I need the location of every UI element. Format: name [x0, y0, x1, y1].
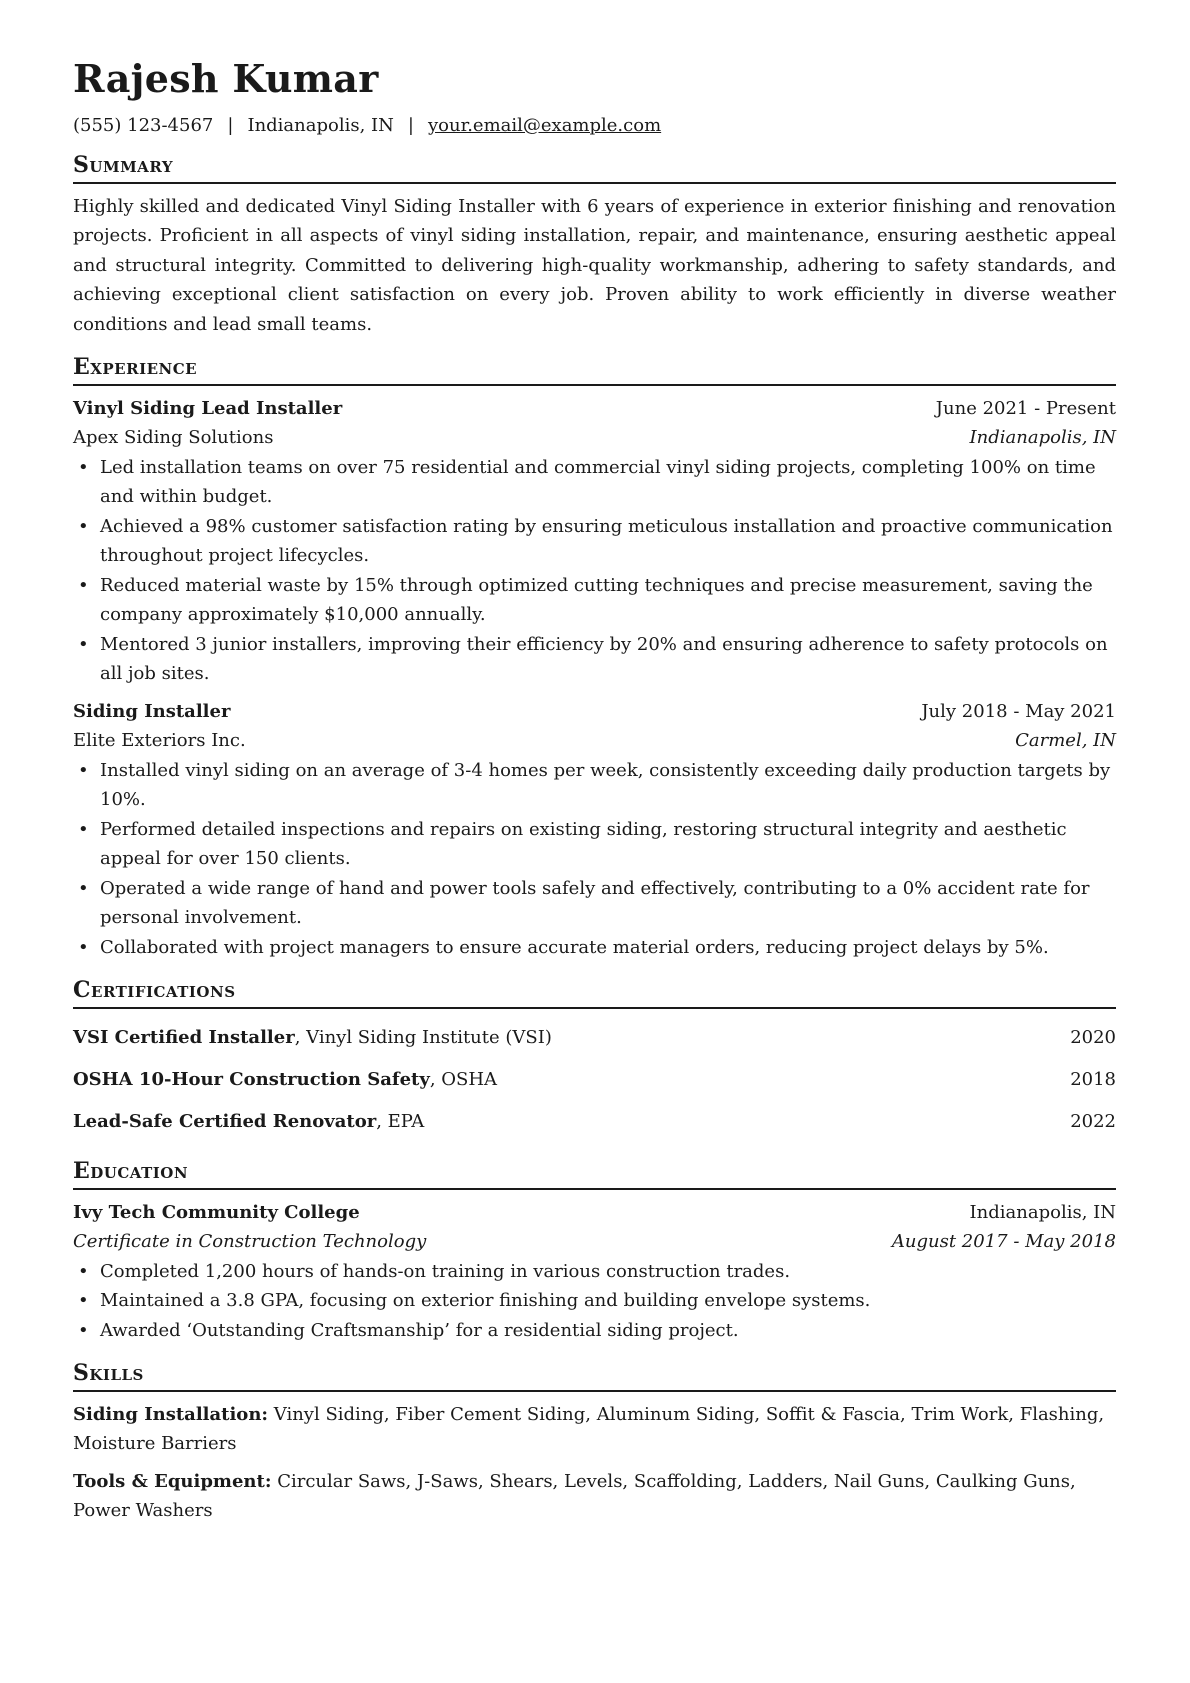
list-item: • Mentored 3 junior installers, improving their efficiency by 20% and ensuring adherence to safety protocols on all job sites.: [100, 630, 1116, 689]
certifications-section: [73, 976, 1116, 1143]
job-role: Siding Installer: [73, 700, 231, 722]
job-role: Vinyl Siding Lead Installer: [73, 397, 343, 419]
school-name: Ivy Tech Community College: [73, 1201, 360, 1223]
skill-group-label: Siding Installation:: [73, 1403, 269, 1425]
certification-row: [73, 1101, 1116, 1143]
list-item: • Collaborated with project managers to ensure accurate material orders, reducing project delays by 5%.: [100, 933, 1116, 963]
section-title-certifications: Certifications: [73, 976, 1116, 1009]
list-item: • Completed 1,200 hours of hands-on training in various construction trades.: [100, 1257, 1116, 1287]
job-location: Carmel, IN: [1015, 730, 1116, 752]
education-section: [73, 1157, 1116, 1345]
list-item: • Awarded ‘Outstanding Craftsmanship’ for a residential siding project.: [100, 1316, 1116, 1346]
certification-issuer: , OSHA: [429, 1068, 498, 1090]
email-link[interactable]: your.email@example.com: [427, 114, 662, 136]
section-title-skills: Skills: [73, 1359, 1116, 1392]
certification-issuer: , EPA: [376, 1110, 425, 1132]
job-location: Indianapolis, IN: [969, 427, 1116, 449]
job-subheader: [73, 423, 1116, 453]
education-header: [73, 1198, 1116, 1228]
job-entry: [73, 394, 1116, 689]
certification-name: Lead-Safe Certified Renovator: [73, 1110, 377, 1132]
certification-issuer: , Vinyl Siding Institute (VSI): [294, 1026, 552, 1048]
separator: |: [227, 114, 234, 136]
job-bullets: [73, 453, 1116, 689]
certification-year: 2022: [1070, 1110, 1116, 1132]
certification-row: [73, 1059, 1116, 1101]
skill-group: [73, 1467, 1116, 1526]
degree-name: Certificate in Construction Technology: [73, 1231, 427, 1253]
location-text: Indianapolis, IN: [247, 114, 394, 136]
skill-group-label: Tools & Equipment:: [73, 1470, 272, 1492]
list-item: • Installed vinyl siding on an average of 3-4 homes per week, consistently exceeding daily production targets by 10%.: [100, 756, 1116, 815]
summary-section: [73, 151, 1116, 339]
skill-group-items: Circular Saws, J-Saws, Shears, Levels, Scaffolding, Ladders, Nail Guns, Caulking Guns, Power Washers: [73, 1470, 1076, 1522]
job-header: [73, 697, 1116, 727]
section-title-experience: Experience: [73, 353, 1116, 386]
summary-text: Highly skilled and dedicated Vinyl Siding Installer with 6 years of experience in exterior finishing and renovation projects. Proficient in all aspects of vinyl siding installation, repair, and maintenance, ensuring aesthetic appeal and structural integrity. Committed to delivering high-quality workmanship, adhering to safety standards, and achieving exceptional client satisfaction on every job. Proven ability to work efficiently in diverse weather conditions and lead small teams.: [73, 195, 1116, 335]
certification-name: OSHA 10-Hour Construction Safety: [73, 1068, 430, 1090]
job-dates: June 2021 - Present: [935, 397, 1116, 419]
contact-line: [73, 114, 1116, 137]
section-title-summary: Summary: [73, 151, 1116, 184]
candidate-name: Rajesh Kumar: [73, 56, 379, 101]
list-item: • Maintained a 3.8 GPA, focusing on exterior finishing and building envelope systems.: [100, 1286, 1116, 1316]
job-company: Elite Exteriors Inc.: [73, 730, 246, 752]
skill-group: [73, 1400, 1116, 1459]
separator: |: [407, 114, 414, 136]
list-item: • Reduced material waste by 15% through optimized cutting techniques and precise measurement, saving the company approximately $10,000 annually.: [100, 571, 1116, 630]
education-subheader: [73, 1227, 1116, 1257]
experience-section: [73, 353, 1116, 962]
job-company: Apex Siding Solutions: [73, 427, 274, 449]
skill-group-items: Vinyl Siding, Fiber Cement Siding, Aluminum Siding, Soffit & Fascia, Trim Work, Flashing, Moisture Barriers: [73, 1403, 1105, 1455]
certification-row: [73, 1017, 1116, 1059]
job-entry: [73, 697, 1116, 963]
education-dates: August 2017 - May 2018: [891, 1231, 1116, 1253]
certification-year: 2020: [1070, 1026, 1116, 1048]
job-bullets: [73, 756, 1116, 963]
list-item: • Operated a wide range of hand and power tools safely and effectively, contributing to a 0% accident rate for personal involvement.: [100, 874, 1116, 933]
job-subheader: [73, 726, 1116, 756]
education-bullets: [73, 1257, 1116, 1346]
list-item: • Performed detailed inspections and repairs on existing siding, restoring structural integrity and aesthetic appeal for over 150 clients.: [100, 815, 1116, 874]
phone-number: (555) 123-4567: [73, 114, 214, 136]
job-dates: July 2018 - May 2021: [921, 700, 1116, 722]
job-header: [73, 394, 1116, 424]
certification-name: VSI Certified Installer: [73, 1026, 295, 1048]
list-item: • Achieved a 98% customer satisfaction rating by ensuring meticulous installation and proactive communication throughout project lifecycles.: [100, 512, 1116, 571]
list-item: • Led installation teams on over 75 residential and commercial vinyl siding projects, completing 100% on time and within budget.: [100, 453, 1116, 512]
certification-year: 2018: [1070, 1068, 1116, 1090]
school-location: Indianapolis, IN: [969, 1201, 1116, 1223]
section-title-education: Education: [73, 1157, 1116, 1190]
skills-section: [73, 1359, 1116, 1526]
